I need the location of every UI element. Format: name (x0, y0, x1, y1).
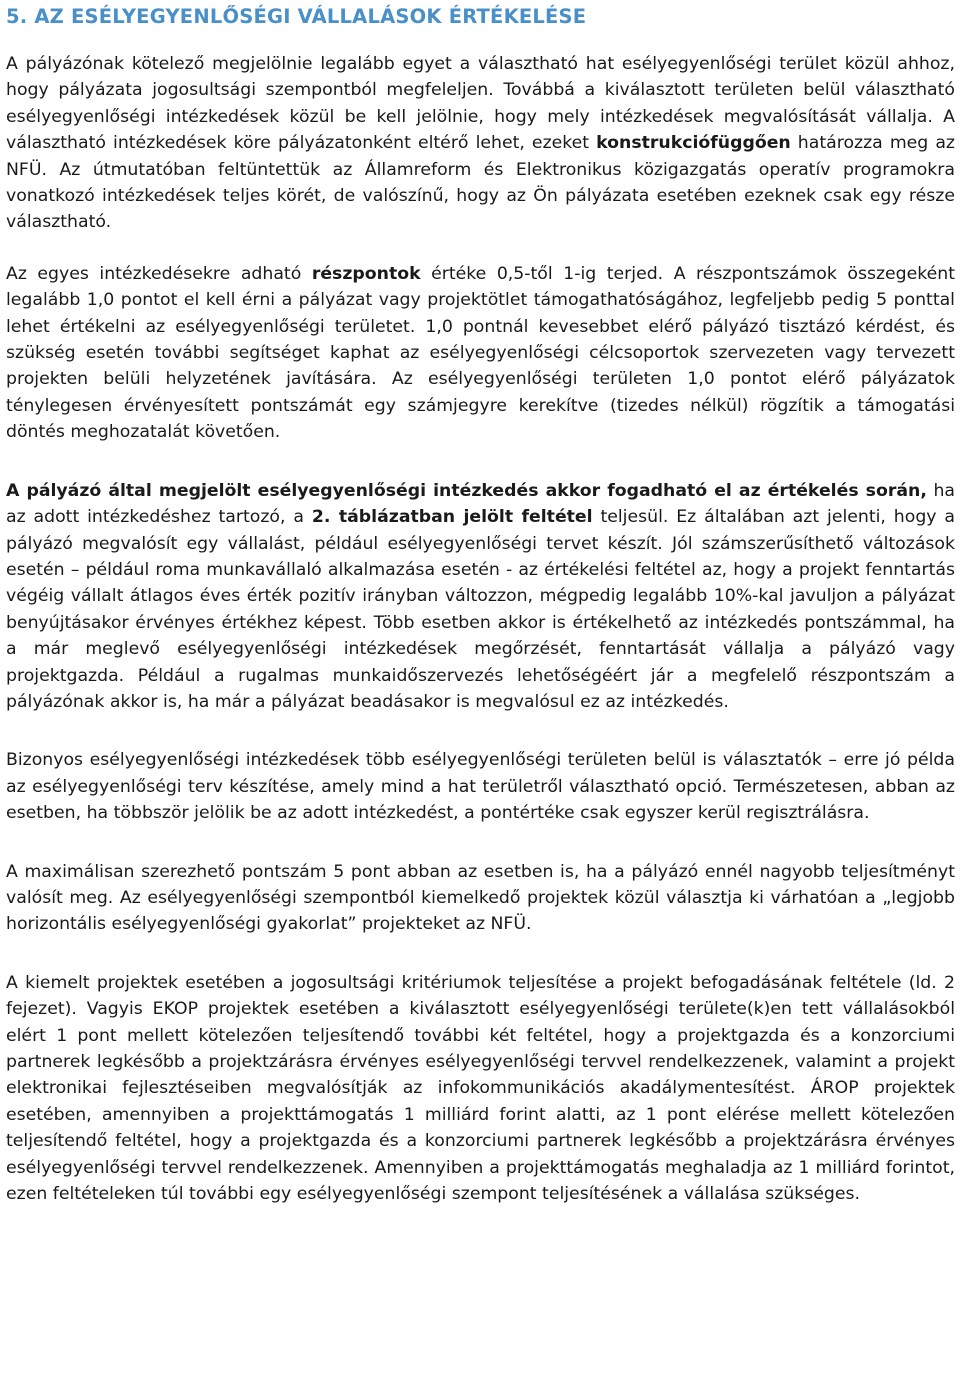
paragraph-maximum-score (6, 859, 955, 938)
paragraph-area-selection (6, 51, 955, 236)
text-run: Az egyes intézkedésekre adható (6, 263, 312, 284)
paragraph-partial-points (6, 261, 955, 446)
emphasis-acceptance-rule: A pályázó által megjelölt esélyegyenlőségi intézkedés akkor fogadható el az értékelés során, (6, 480, 927, 501)
emphasis-construction-dependent: konstrukciófüggően (596, 133, 791, 154)
text-run: teljesül. Ez általában azt jelenti, hogy a pályázó megvalósít egy vállalást, például esélyegyenlőségi tervet készít. Jól számszerűsíthető változások esetén – például roma munkavállaló alkalmazása esetén - az értékelési feltétel az, hogy a projekt fenntartás végéig vállalt átlagos éves érték pozitív irányban változzon, mégpedig legalább 10%-kal javuljon a pályázat benyújtásakor érvényes értékhez képest. Több esetben akkor is értékelhető az intézkedés pontszámmal, ha a már meglevő esélyegyenlőségi intézkedések megőrzését, fenntartását vállalja a pályázó vagy projektgazda. Például a rugalmas munkaidőszervezés lehetőségéért jár a megfelelő részpontszám a pályázónak akkor is, ha már a pályázat beadásakor is megvalósul ez az intézkedés. (6, 507, 955, 712)
emphasis-table-reference: 2. táblázatban jelölt feltétel (311, 507, 593, 528)
text-run: A maximálisan szerezhető pontszám 5 pont abban az esetben is, ha a pályázó ennél nagyobb teljesítményt valósít meg. Az esélyegyenlőségi szempontból kiemelkedő projektek közül választja ki várhatóan a „legjobb horizontális esélyegyenlőségi gyakorlat” projekteket az NFÜ. (6, 861, 955, 935)
section-heading: 5. AZ ESÉLYEGYENLŐSÉGI VÁLLALÁSOK ÉRTÉKELÉSE (6, 5, 587, 28)
text-run: A kiemelt projektek esetében a jogosultsági kritériumok teljesítése a projekt befogadásának feltétele (ld. 2 fejezet). Vagyis EKOP projektek esetében a kiválasztott esélyegyenlőségi területe(k)en tett vállalásokból elért 1 pont mellett kötelezően teljesítendő további két feltétel, hogy a projektgazda és a konzorciumi partnerek legkésőbb a projektzárásra érvényes esélyegyenlőségi tervvel rendelkezzenek, valamint a projekt elektronikai fejlesztéseiben megvalósítják az infokommunikációs akadálymentesítést. ÁROP projektek esetében, amennyiben a projekttámogatás 1 milliárd forint alatti, az 1 pont elérése mellett kötelezően teljesítendő feltétel, hogy a projektgazda és a konzorciumi partnerek legkésőbb a projektzárásra érvényes esélyegyenlőségi tervvel rendelkezzenek. Amennyiben a projekttámogatás meghaladja az 1 milliárd forintot, ezen feltételeken túl további egy esélyegyenlőségi szempont teljesítésének a vállalása szükséges. (6, 972, 955, 1205)
text-run: határozza meg az NFÜ. Az útmutatóban feltüntettük az Államreform és Elektronikus közigazgatás operatív programokra vonatkozó intézkedések teljes körét, de valószínű, hogy az Ön pályázata esetében ezeknek csak egy része választható. (6, 133, 956, 233)
paragraph-acceptance-condition (6, 478, 955, 716)
emphasis-partial-points: részpontok (311, 263, 421, 284)
text-run: A pályázónak kötelező megjelölnie legalább egyet a választható hat esélyegyenlőségi terület közül ahhoz, hogy pályázata jogosultsági szempontból megfeleljen. Továbbá a kiválasztott területen belül választható esélyegyenlőségi intézkedések közül be kell jelölnie, hogy mely intézkedések megvalósítását vállalja. A választható intézkedések köre pályázatonként eltérő lehet, ezeket (6, 54, 955, 154)
paragraph-priority-projects (6, 970, 955, 1208)
text-run: Bizonyos esélyegyenlőségi intézkedések több esélyegyenlőségi területen belül is választatók – erre jó példa az esélyegyenlőségi terv készítése, amely mind a hat területről választható opció. Természetesen, abban az esetben, ha többször jelölik be az adott intézkedést, a pontértéke csak egyszer kerül regisztrálásra. (6, 750, 955, 824)
text-run: értéke 0,5-től 1-ig terjed. A részpontszámok összegeként legalább 1,0 pontot el kell érni a pályázat vagy projektötlet támogathatóságához, legfeljebb pedig 5 ponttal lehet értékelni az esélyegyenlőségi területet. 1,0 pontnál kevesebbet elérő pályázó tisztázó kérdést, és szükség esetén további segítséget kaphat az esélyegyenlőségi célcsoportok szervezeten vagy tervezett projekten belüli helyzetének javítására. Az esélyegyenlőségi területen 1,0 pontot elérő pályázatok ténylegesen érvényesített pontszámát egy számjegyre kerekítve (tizedes nélkül) rögzítik a támogatási döntés meghozatalát követően. (6, 263, 956, 443)
text-run: ha az adott intézkedéshez tartozó, a (6, 480, 956, 528)
paragraph-multi-area-measures (6, 747, 955, 826)
